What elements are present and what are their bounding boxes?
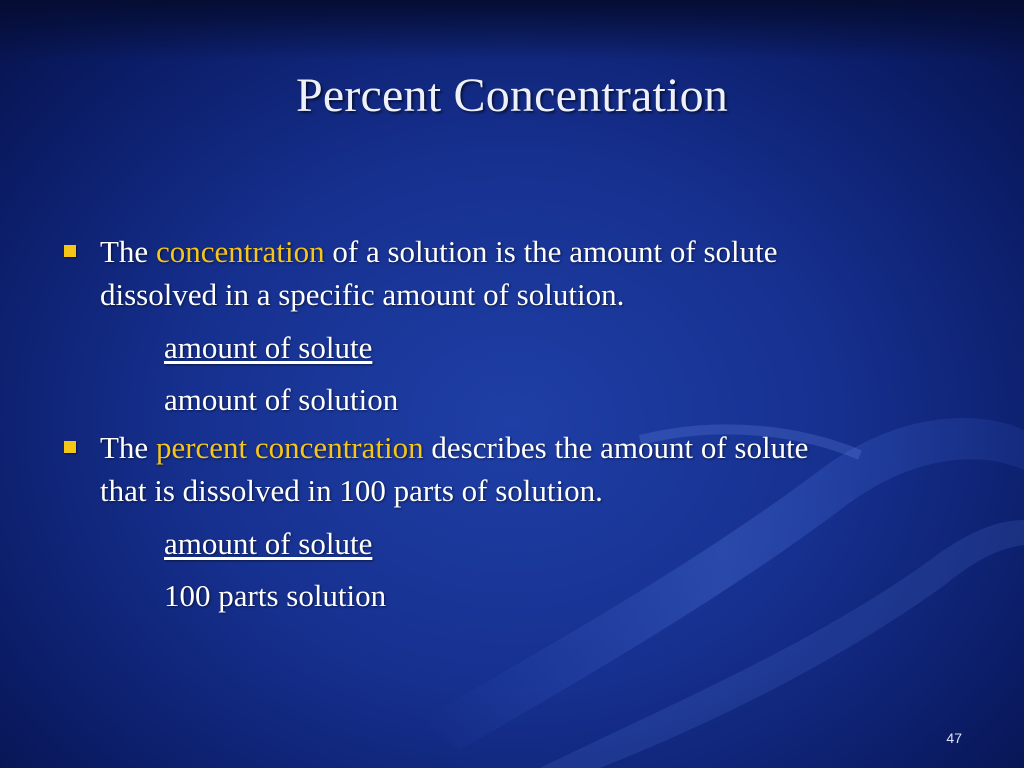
bullet-text: describes the amount of solute that is dissolved in 100 parts of solution.: [100, 430, 809, 508]
formula-numerator: [58, 518, 858, 570]
formula-denominator: [58, 570, 858, 622]
bullet-prefix: The: [100, 430, 149, 465]
slide-content: [58, 230, 858, 622]
bullet-prefix: The: [100, 234, 149, 269]
numerator-text: amount of solute: [164, 526, 373, 561]
denominator-text: amount of solution: [164, 382, 399, 417]
formula-numerator: [58, 322, 858, 374]
square-bullet-icon: [64, 245, 76, 257]
denominator-text: 100 parts solution: [164, 578, 387, 613]
slide-title: Percent Concentration: [295, 69, 729, 122]
highlight-term: concentration: [155, 234, 325, 269]
formula-denominator: [58, 374, 858, 426]
bullet-percent-concentration: [58, 426, 858, 512]
bullet-text: of a solution is the amount of solute dissolved in a specific amount of solution.: [100, 234, 778, 312]
slide-number: 47: [946, 730, 962, 746]
numerator-text: amount of solute: [164, 330, 373, 365]
square-bullet-icon: [64, 441, 76, 453]
bullet-concentration: [58, 230, 858, 316]
highlight-term: percent concentration: [155, 430, 424, 465]
